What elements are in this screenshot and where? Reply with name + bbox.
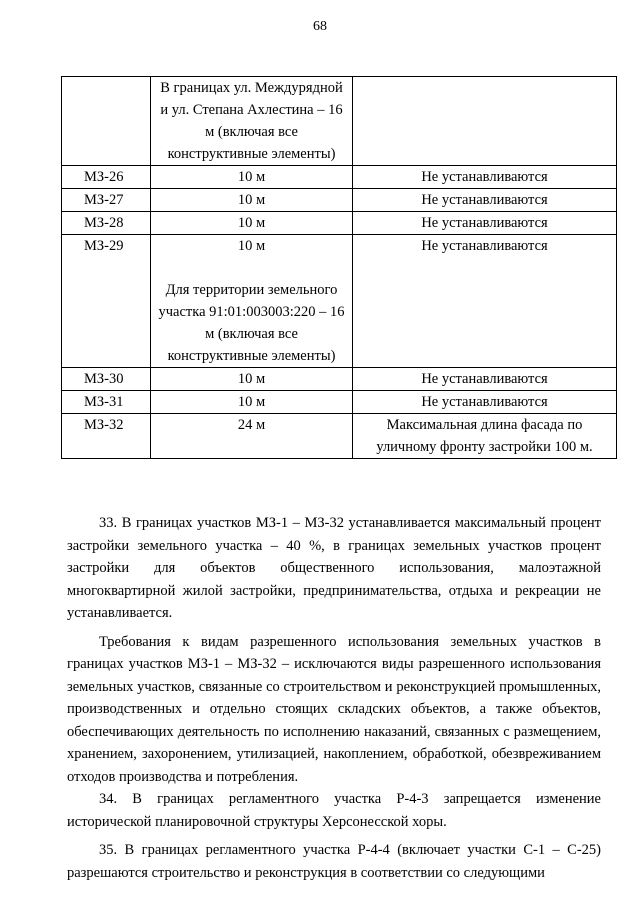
height-note: В границах ул. Междурядной и ул. Степана Ахлестина – 16 м (включая все конструктивные элементы): [160, 80, 343, 162]
paragraph-33: 33. В границах участков МЗ-1 – МЗ-32 устанавливается максимальный процент застройки земельного участка – 40 %, в границах земельных участков процент застройки для объектов общественного использования, малоэтажной многоквартирной жилой застройки, предпринимательства, отдыха и рекреации не устанавливается.: [67, 515, 601, 621]
table-row: [62, 77, 617, 166]
height-note: Для территории земельного участка 91:01:003003:220 – 16 м (включая все конструктивные элементы): [158, 282, 345, 364]
notes-cell: Не устанавливаются: [353, 391, 617, 414]
paragraph-34: 34. В границах регламентного участка Р-4-3 запрещается изменение исторической планировочной структуры Херсонесской хоры.: [67, 791, 601, 830]
height-cell: 10 м: [151, 189, 353, 212]
height-cell: 10 м: [151, 212, 353, 235]
notes-cell: Не устанавливаются: [353, 189, 617, 212]
height-cell: 24 м: [151, 414, 353, 459]
paragraph-requirements: Требования к видам разрешенного использования земельных участков в границах участков МЗ-1 – МЗ-32 – исключаются виды разрешенного использования земельных участков, связанные со строительством и реконструкцией промышленных, производственных и отдельно стоящих складских объектов, а также объектов, обеспечивающих деятельность по исполнению наказаний, связанных с размещением, хранением, захоронением, утилизацией, накоплением, обработкой, обезвреживанием отходов производства и потребления.: [67, 633, 601, 785]
zone-code-cell: МЗ-30: [62, 368, 151, 391]
paragraph-35: 35. В границах регламентного участка Р-4-4 (включает участки С-1 – С-25) разрешаются строительство и реконструкция в соответствии со следующими: [67, 842, 601, 881]
table-row: [62, 414, 617, 459]
page-number: 68: [313, 19, 327, 34]
height-cell: [151, 235, 353, 368]
table-row: [62, 235, 617, 368]
zone-code-cell: МЗ-31: [62, 391, 151, 414]
regulation-table: [61, 76, 617, 459]
height-value: 10 м: [237, 238, 266, 254]
zone-code-cell: МЗ-26: [62, 166, 151, 189]
table-row: [62, 368, 617, 391]
notes-cell: Не устанавливаются: [353, 368, 617, 391]
zone-code-cell: МЗ-28: [62, 212, 151, 235]
body-text: [67, 512, 601, 884]
notes-cell: Максимальная длина фасада по уличному фронту застройки 100 м.: [353, 414, 617, 459]
zone-code-cell: МЗ-32: [62, 414, 151, 459]
table-row: [62, 189, 617, 212]
height-cell: [151, 77, 353, 166]
table-row: [62, 391, 617, 414]
height-cell: 10 м: [151, 391, 353, 414]
notes-cell: Не устанавливаются: [353, 212, 617, 235]
table-row: [62, 212, 617, 235]
height-cell: 10 м: [151, 368, 353, 391]
zone-code-cell: МЗ-27: [62, 189, 151, 212]
height-cell: 10 м: [151, 166, 353, 189]
zone-code-cell: МЗ-29: [62, 235, 151, 368]
table-row: [62, 166, 617, 189]
notes-cell: Не устанавливаются: [353, 235, 617, 368]
notes-cell: Не устанавливаются: [353, 166, 617, 189]
notes-cell: [353, 77, 617, 166]
zone-code-cell: [62, 77, 151, 166]
